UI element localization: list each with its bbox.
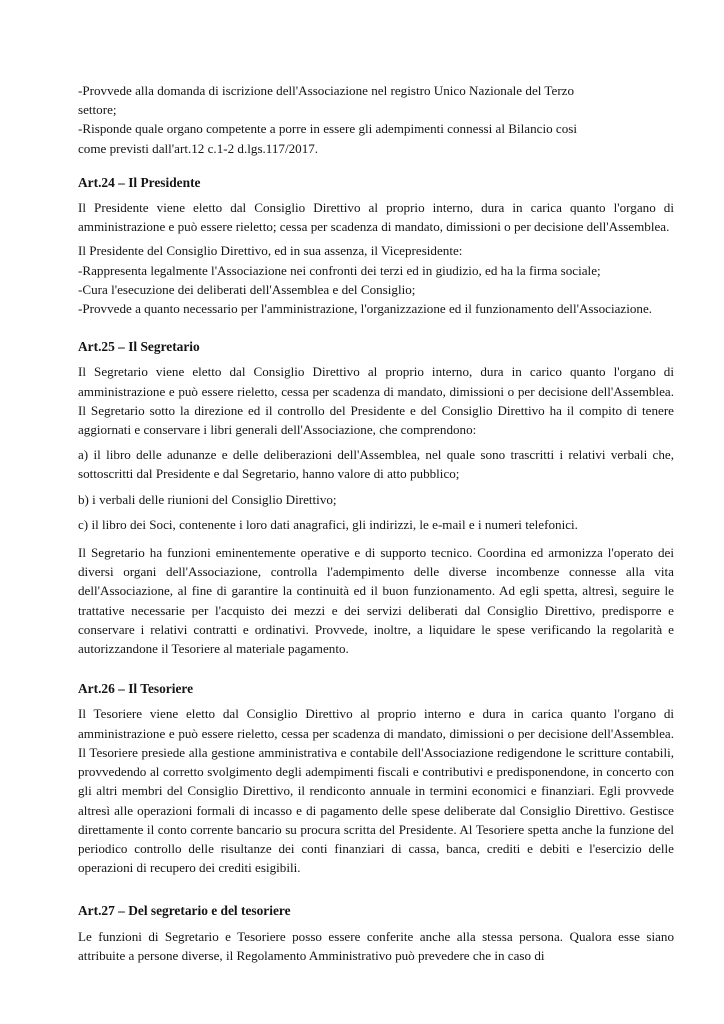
art25-item-b: b) i verbali delle riunioni del Consiglio Direttivo; [78, 491, 337, 507]
art25-item-a: a) il libro delle adunanze e delle deliberazioni dell'Assemblea, nel quale sono trascritti i relativi verbali che, sottoscritti dal Presidente e dal Segretario, hanno valore di atto pubblico; [78, 447, 674, 482]
art24-list-item: -Cura l'esecuzione dei deliberati dell'Assemblea e del Consiglio; [78, 281, 416, 297]
art25-title: Art.25 – Il Segretario [78, 339, 200, 355]
art24-paragraph: Il Presidente viene eletto dal Consiglio Direttivo al proprio interno, dura in carica quanto l'organo di amministrazione e può essere rieletto; cessa per scadenza di mandato, dimissioni o per decisione dell'Assemblea. [78, 200, 674, 235]
art27-paragraph: Le funzioni di Segretario e Tesoriere posso essere conferite anche alla stessa persona. Qualora esse siano attribuite a persone diverse, il Regolamento Amministrativo può prevedere che in caso di [78, 928, 674, 963]
art25-paragraph: Il Segretario viene eletto dal Consiglio Direttivo al proprio interno, dura in carico quanto l'organo di amministrazione e può essere rieletto, cessa per scadenza di mandato, dimissioni o per decisione dell'Assemblea. Il Segretario sotto la direzione ed il controllo del Presidente e del Consiglio Direttivo ha il compito di tenere aggiornati e conservare i libri generali dell'Associazione, che comprendono: [78, 364, 674, 438]
intro-line: come previsti dall'art.12 c.1-2 d.lgs.117/2017. [78, 140, 319, 156]
intro-line: settore; [78, 102, 117, 118]
document-page [78, 81, 674, 965]
art24-list-item: -Provvede a quanto necessario per l'amministrazione, l'organizzazione ed il funzionamento dell'Associazione. [78, 301, 653, 317]
intro-line: -Provvede alla domanda di iscrizione dell'Associazione nel registro Unico Nazionale del Terzo [78, 83, 575, 98]
art24-list-item: -Rappresenta legalmente l'Associazione nei confronti dei terzi ed in giudizio, ed ha la firma sociale; [78, 262, 601, 278]
art24-title: Art.24 – Il Presidente [78, 174, 201, 190]
intro-line: -Risponde quale organo competente a porre in essere gli adempimenti connessi al Bilancio cosi [78, 121, 577, 137]
art25-paragraph-2: Il Segretario ha funzioni eminentemente operative e di supporto tecnico. Coordina ed armonizza l'operato dei diversi organi dell'Associazione, controlla l'adempimento delle diverse incombenze connesse alla vita dell'Associazione, al fine di garantire la continuità ed il buon funzionamento. Ad egli spetta, altresì, seguire le trattative necessarie per l'acquisto dei mezzi e dei servizi deliberati dal Consiglio Direttivo, predisporre e conservare i relativi contratti e ordinativi. Provvede, inoltre, a liquidare le spese verificando la regolarità e autorizzandone il Tesoriere al materiale pagamento. [78, 545, 674, 657]
intro-section [78, 81, 674, 158]
art26-title: Art.26 – Il Tesoriere [78, 681, 194, 697]
art27-title: Art.27 – Del segretario e del tesoriere [78, 903, 291, 919]
art26-paragraph: Il Tesoriere viene eletto dal Consiglio Direttivo al proprio interno e dura in carica quanto l'organo di amministrazione e può essere rieletto, cessa per scadenza di mandato, dimissioni o per decisione dell'Assemblea. Il Tesoriere presiede alla gestione amministrativa e contabile dell'Associazione redigendone le scritture contabili, provvedendo al corretto svolgimento degli adempimenti fiscali e contributivi e predisponendone, in concerto con gli altri membri del Consiglio Direttivo, il rendiconto annuale in termini economici e finanziari. Egli provvede altresì alle operazioni formali di incasso e di pagamento delle spese deliberate dal Consiglio Direttivo. Gestisce direttamente il conto corrente bancario su procura scritta del Presidente. Al Tesoriere spetta anche la funzione del periodico controllo delle risultanze dei conti finanziari di cassa, banca, crediti e debiti e l'esercizio delle operazioni di recupero dei crediti esigibili. [78, 706, 674, 876]
art24-list [78, 261, 674, 319]
art25-item-c: c) il libro dei Soci, contenente i loro dati anagrafici, gli indirizzi, le e-mail e i numeri telefonici. [78, 516, 578, 532]
art24-intro-line: Il Presidente del Consiglio Direttivo, ed in sua assenza, il Vicepresidente: [78, 243, 463, 259]
